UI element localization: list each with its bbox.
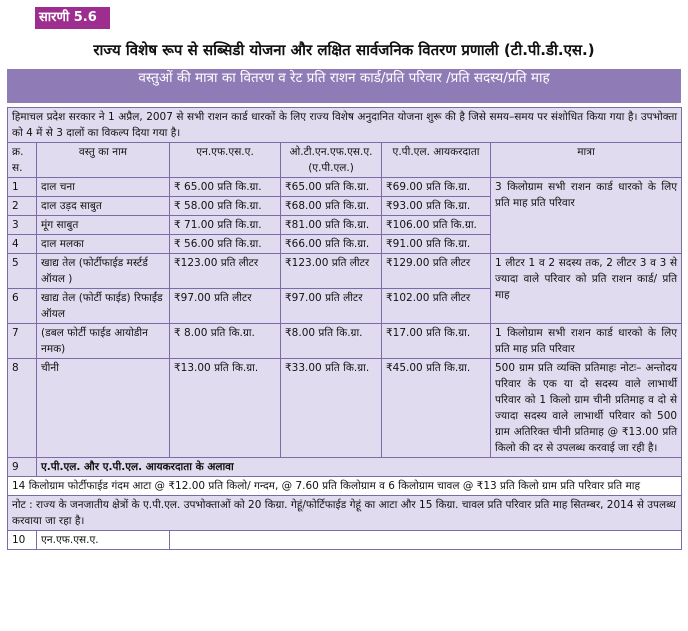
row-sno: 10: [8, 531, 37, 550]
table-row: [8, 531, 682, 550]
row-nfsa: ₹ 8.00 प्रति कि.ग्रा.: [170, 324, 281, 359]
table-row: [8, 254, 682, 289]
row-sno: 5: [8, 254, 37, 289]
row-sno: 6: [8, 289, 37, 324]
row-item: खाद्य तेल (फोर्टी फाईड) रिफाईंड ऑयल: [37, 289, 170, 324]
row9-text: 14 किलोग्राम फोर्टीफाईड गंदम आटा @ ₹12.00 प्रति किलो/ गन्दम, @ 7.60 प्रति किलोग्राम व 6 किलोग्राम चावल @ ₹13 प्रति किलो ग्राम प्रति परिवार प्रति माह: [8, 477, 682, 496]
qty-oil: 1 लीटर 1 व 2 सदस्य तक, 2 लीटर 3 व 3 से ज्यादा वाले परिवार को प्रति राशन कार्ड/ प्रति माह: [491, 254, 682, 324]
row-nfsa: ₹ 58.00 प्रति कि.ग्रा.: [170, 197, 281, 216]
table-row: [8, 458, 682, 477]
row-nfsa: ₹97.00 प्रति लीटर: [170, 289, 281, 324]
row-sno: 1: [8, 178, 37, 197]
row-item: चीनी: [37, 359, 170, 458]
row-apl-taxpayer: ₹17.00 प्रति कि.ग्रा.: [382, 324, 491, 359]
row-sno: 7: [8, 324, 37, 359]
header-nfsa: एन.एफ.एस.ए.: [170, 143, 281, 178]
row-sno: 4: [8, 235, 37, 254]
row-apl-taxpayer: ₹69.00 प्रति कि.ग्रा.: [382, 178, 491, 197]
row-item: (डबल फोर्टी फाईड आयोडीन नमक): [37, 324, 170, 359]
row-sno: 9: [8, 458, 37, 477]
row-sno: 2: [8, 197, 37, 216]
row-apl-taxpayer: ₹93.00 प्रति कि.ग्रा.: [382, 197, 491, 216]
qty-pulses: 3 किलोग्राम सभी राशन कार्ड धारको के लिए प्रति माह प्रति परिवार: [491, 178, 682, 254]
row-item: खाद्य तेल (फोर्टीफाईड मर्स्टर्ड ऑयल ): [37, 254, 170, 289]
distribution-table: [7, 107, 682, 550]
intro-text: हिमाचल प्रदेश सरकार ने 1 अप्रैल, 2007 से सभी राशन कार्ड धारकों के लिए राज्य विशेष अनुदानित योजना शुरू की है जिसे समय–समय पर संशोधित किया गया है। उपभोक्ता को 4 में से 3 दालों का विकल्प दिया गया है।: [8, 108, 682, 143]
row-sno: 3: [8, 216, 37, 235]
page-title: राज्य विशेष रूप से सब्सिडी योजना और लक्षित सार्वजनिक वितरण प्रणाली (टी.पी.डी.एस.): [93, 41, 595, 59]
header-quantity: मात्रा: [491, 143, 682, 178]
qty-salt: 1 किलोग्राम सभी राशन कार्ड धारको के लिए प्रति माह प्रति परिवार: [491, 324, 682, 359]
table-caption-band: वस्तुओं की मात्रा का वितरण व रेट प्रति राशन कार्ड/प्रति परिवार /प्रति सदस्य/प्रति माह: [7, 69, 681, 103]
row-item: दाल उड़द साबुत: [37, 197, 170, 216]
row-nfsa: ₹ 65.00 प्रति कि.ग्रा.: [170, 178, 281, 197]
row-otnfsa: ₹66.00 प्रति कि.ग्रा.: [281, 235, 382, 254]
row-nfsa: ₹13.00 प्रति कि.ग्रा.: [170, 359, 281, 458]
row-otnfsa: ₹97.00 प्रति लीटर: [281, 289, 382, 324]
header-item: वस्तु का नाम: [37, 143, 170, 178]
row-nfsa: ₹123.00 प्रति लीटर: [170, 254, 281, 289]
row-otnfsa: ₹8.00 प्रति कि.ग्रा.: [281, 324, 382, 359]
row9-label: ए.पी.एल. और ए.पी.एल. आयकरदाता के अलावा: [37, 458, 682, 477]
row-nfsa: ₹ 56.00 प्रति कि.ग्रा.: [170, 235, 281, 254]
row-otnfsa: ₹65.00 प्रति कि.ग्रा.: [281, 178, 382, 197]
table-row: [8, 359, 682, 458]
header-row: [8, 143, 682, 178]
table-number-badge: सारणी 5.6: [35, 7, 110, 29]
row-item: दाल मलका: [37, 235, 170, 254]
row-otnfsa: ₹68.00 प्रति कि.ग्रा.: [281, 197, 382, 216]
header-apl-taxpayer: ए.पी.एल. आयकरदाता: [382, 143, 491, 178]
row-item: मूंग साबुत: [37, 216, 170, 235]
row-apl-taxpayer: ₹129.00 प्रति लीटर: [382, 254, 491, 289]
row-nfsa: ₹ 71.00 प्रति कि.ग्रा.: [170, 216, 281, 235]
row-otnfsa: ₹33.00 प्रति कि.ग्रा.: [281, 359, 382, 458]
qty-sugar: 500 ग्राम प्रति व्यक्ति प्रतिमाहः नोटः– अन्तोदय परिवार के एक या दो सदस्य वाले लाभार्थी परिवार को 1 किलो ग्राम चीनी प्रतिमाह व दो से ज्यादा सदस्य वाले लाभार्थी परिवार को 500 ग्राम अतिरिक्त चीनी प्रतिमाह @ ₹13.00 प्रति किलो की दर से उपलब्ध करवाई जा रही है।: [491, 359, 682, 458]
row-item: दाल चना: [37, 178, 170, 197]
header-otnfsa: ओ.टी.एन.एफ.एस.ए. (ए.पी.एल.): [281, 143, 382, 178]
row-apl-taxpayer: ₹91.00 प्रति कि.ग्रा.: [382, 235, 491, 254]
row-apl-taxpayer: ₹106.00 प्रति कि.ग्रा.: [382, 216, 491, 235]
row10-label: एन.एफ.एस.ए.: [37, 531, 170, 550]
row-sno: 8: [8, 359, 37, 458]
row-apl-taxpayer: ₹45.00 प्रति कि.ग्रा.: [382, 359, 491, 458]
row-otnfsa: ₹81.00 प्रति कि.ग्रा.: [281, 216, 382, 235]
table-row: [8, 324, 682, 359]
row-apl-taxpayer: ₹102.00 प्रति लीटर: [382, 289, 491, 324]
row-otnfsa: ₹123.00 प्रति लीटर: [281, 254, 382, 289]
table-row: [8, 178, 682, 197]
header-sno: क्र. स.: [8, 143, 37, 178]
note-text: नोट : राज्य के जनजातीय क्षेत्रों के ए.पी.एल. उपभोक्ताओं को 20 किग्रा. गेहूं/फोर्टिफाईड गेहूं का आटा और 15 किग्रा. चावल प्रति परिवार प्रति माह सितम्बर, 2014 से उपलब्ध करवाया जा रहा है।: [8, 496, 682, 531]
